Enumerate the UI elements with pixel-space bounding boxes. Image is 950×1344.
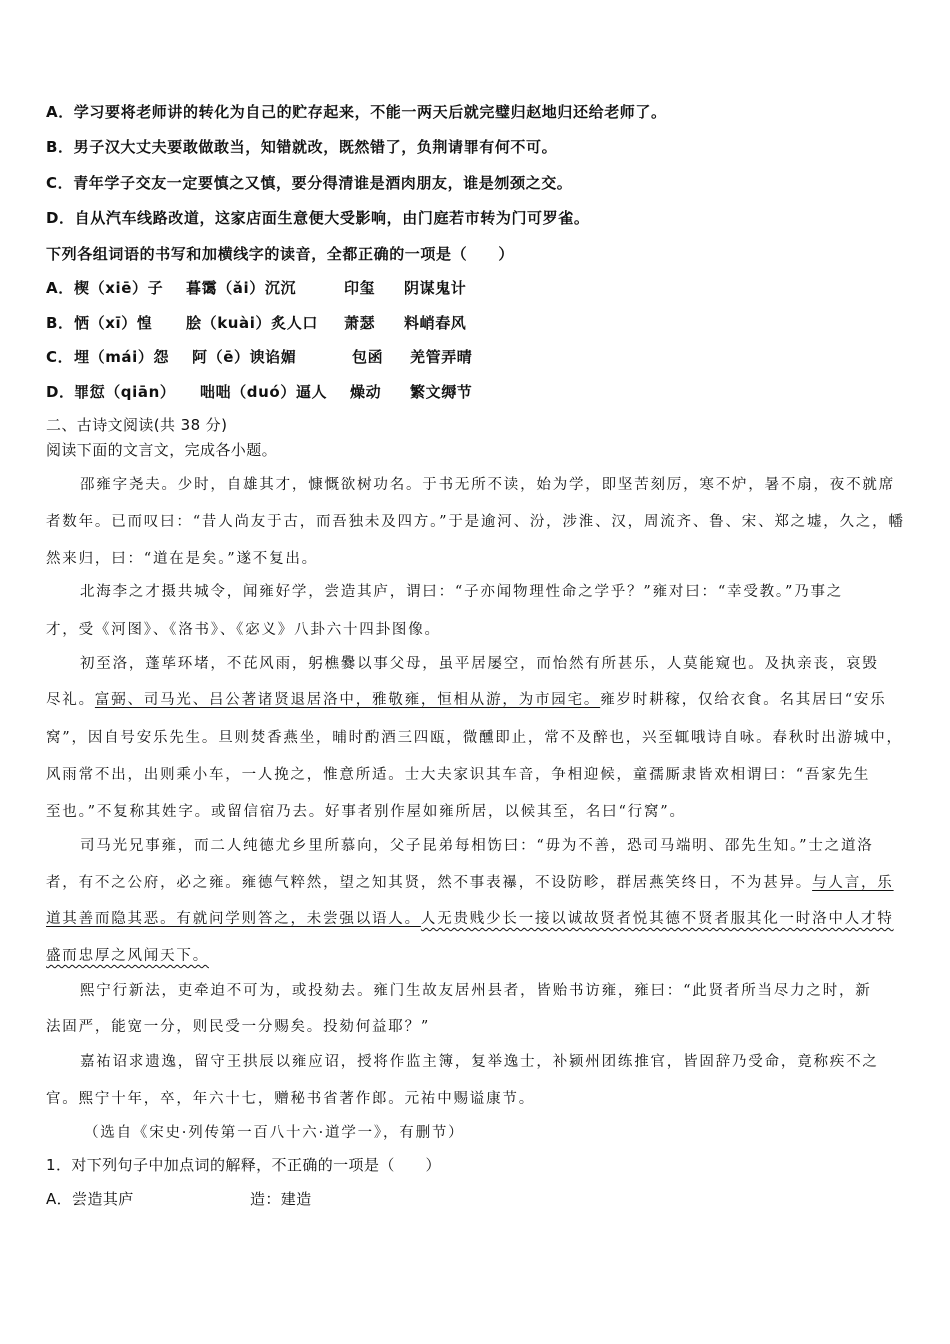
word: 繁文缛节: [410, 383, 473, 401]
section-instruction: 阅读下面的文言文，完成各小题。: [46, 441, 278, 459]
option-sentence: A．尝造其庐: [46, 1190, 134, 1208]
text-run: 雍岁时耕稼，仅给衣食。名其居曰“安乐: [600, 692, 887, 708]
word: 料峭春风: [404, 314, 467, 332]
option-d[interactable]: [46, 381, 472, 402]
option-label: D．: [46, 383, 75, 401]
option-d[interactable]: D．自从汽车线路改道，这家店面生意便大受影响，由门庭若市转为门可罗雀。: [46, 209, 590, 227]
section-heading: 二、古诗文阅读(共 38 分): [46, 416, 228, 434]
option-c[interactable]: C．青年学子交友一定要慎之又慎，要分得清谁是酒肉朋友，谁是刎颈之交。: [46, 174, 573, 192]
passage-line: [46, 944, 209, 965]
passage-line: 北海李之才摄共城令，闻雍好学，尝造其庐，谓曰：“子亦闻物理性命之学乎？”雍对曰：“幸受教。”乃事之: [80, 584, 844, 600]
passage-line: 才，受《河图》、《洛书》、《宓义》八卦六十四卦图像。: [46, 622, 441, 638]
word: 罪愆（qiān）: [74, 383, 176, 401]
text-run: 尽礼。: [46, 692, 95, 708]
word: 印玺: [344, 279, 376, 297]
passage-line: 熙宁行新法，吏牵迫不可为，或投劾去。雍门生故友居州县者，皆贻书访雍，雍曰：“此贤者所当尽力之时，新: [80, 983, 872, 999]
option-a[interactable]: [46, 277, 466, 298]
word: 脍（kuài）炙人口: [186, 314, 318, 332]
word: 阴谋鬼计: [404, 279, 467, 297]
option-c[interactable]: [46, 346, 472, 367]
passage-source: （选自《宋史·列传第一百八十六·道学一》，有删节）: [84, 1125, 465, 1141]
underlined-sentence: 与人言，乐: [812, 875, 894, 891]
word: 恓（xī）惶: [74, 314, 153, 332]
passage-line: 至也。”不复称其姓字。或留信宿乃去。好事者别作屋如雍所居，以候其至，名曰“行窝”。: [46, 804, 686, 820]
passage-line: [46, 871, 894, 892]
wavy-underlined-sentence: 人无贵贱少长一接以诚故贤者悦其德不贤者服其化一时洛中人才特: [420, 911, 894, 927]
passage-line: [46, 688, 887, 709]
wavy-underlined-sentence: 盛而忠厚之风闻天下。: [46, 948, 209, 964]
option-label: C．: [46, 348, 74, 366]
option-b[interactable]: [46, 312, 466, 333]
passage-line: 法固严，能宽一分，则民受一分赐矣。投劾何益耶？”: [46, 1019, 431, 1035]
word: 楔（xiē）子: [74, 279, 164, 297]
passage-line: 初至洛，蓬荜环堵，不芘风雨，躬樵爨以事父母，虽平居屡空，而怡然有所甚乐，人莫能窥也。及执亲丧，哀毁: [80, 656, 879, 672]
question-stem: 下列各组词语的书写和加横线字的读音，全都正确的一项是（ ）: [46, 245, 515, 263]
underlined-sentence: 富弼、司马光、吕公著诸贤退居洛中，雅敬雍，恒相从游，为市园宅。: [94, 692, 601, 708]
question-1-stem: 1．对下列句子中加点词的解释，不正确的一项是（ ）: [46, 1156, 441, 1174]
option-a[interactable]: [46, 1188, 312, 1209]
underlined-sentence: 道其善而隐其恶。有就问学则答之，未尝强以语人。: [46, 911, 421, 927]
passage-line: 司马光兄事雍，而二人纯德尤乡里所慕向，父子昆弟每相饬曰：“毋为不善，恐司马端明、邵先生知。”士之道洛: [80, 838, 874, 854]
passage-line: 邵雍字尧夫。少时，自雄其才，慷慨欲树功名。于书无所不读，始为学，即坚苦刻厉，寒不炉，暑不扇，夜不就席: [80, 477, 895, 493]
passage-line: 风雨常不出，出则乘小车，一人挽之，惟意所适。士大夫家识其车音，争相迎候，童孺厮隶皆欢相谓曰：“吾家先生: [46, 767, 871, 783]
option-a[interactable]: A．学习要将老师讲的转化为自己的贮存起来，不能一两天后就完璧归赵地归还给老师了。: [46, 103, 667, 121]
word: 羌管弄晴: [410, 348, 473, 366]
option-b[interactable]: B．男子汉大丈夫要敢做敢当，知错就改，既然错了，负荆请罪有何不可。: [46, 138, 558, 156]
option-gloss: 造：建造: [250, 1190, 312, 1208]
option-label: B．: [46, 314, 74, 332]
passage-line: [46, 907, 894, 928]
passage-line: 窝”，因自号安乐先生。旦则焚香燕坐，晡时酌酒三四瓯，微醺即止，常不及醉也，兴至辄哦诗自咏。春秋时出游城中，: [46, 730, 903, 746]
word: 包函: [352, 348, 384, 366]
word: 暮霭（ǎi）沉沉: [186, 279, 297, 297]
option-label: A．: [46, 279, 74, 297]
passage-line: 嘉祐诏求遗逸，留守王拱辰以雍应诏，授将作监主簿，复举逸士，补颍州团练推官，皆固辞乃受命，竟称疾不之: [80, 1054, 879, 1070]
word: 埋（mái）怨: [74, 348, 170, 366]
passage-line: 然来归，曰：“道在是矣。”遂不复出。: [46, 551, 318, 567]
text-run: 者，有不之公府，必之雍。雍德气粹然，望之知其贤，然不事表襮，不设防畛，群居燕笑终日，不为甚异。: [46, 875, 813, 891]
word: 阿（ē）谀谄媚: [192, 348, 297, 366]
word: 燥动: [350, 383, 382, 401]
word: 咄咄（duó）逼人: [200, 383, 328, 401]
passage-line: 官。熙宁十年，卒，年六十七，赠秘书省著作郎。元祐中赐谥康节。: [46, 1091, 535, 1107]
passage-line: 者数年。已而叹曰：“昔人尚友于古，而吾独未及四方。”于是逾河、汾，涉淮、汉，周流齐、鲁、宋、郑之墟，久之，幡: [46, 514, 905, 530]
word: 萧瑟: [344, 314, 376, 332]
